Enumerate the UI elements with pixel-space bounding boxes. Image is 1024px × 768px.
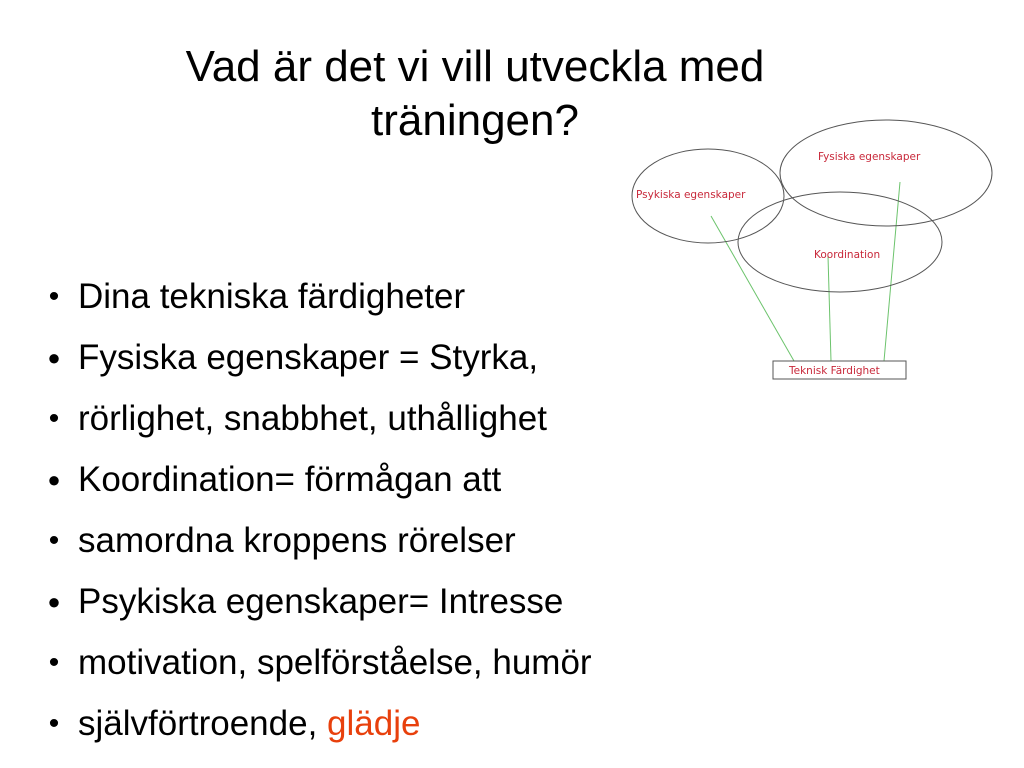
bullet-text: samordna kroppens rörelser — [78, 521, 516, 560]
circle-koordination — [738, 192, 942, 292]
bullet-text: Dina tekniska färdigheter — [78, 277, 466, 316]
label-fysiska: Fysiska egenskaper — [818, 151, 921, 163]
bullet-marker: • — [48, 280, 60, 313]
highlight-text: glädje — [327, 704, 421, 743]
title-line-2: träningen? — [371, 96, 579, 145]
bullet-item — [40, 632, 800, 693]
bullet-marker: • — [48, 707, 60, 740]
label-psykiska: Psykiska egenskaper — [636, 189, 746, 201]
bullet-item — [40, 693, 800, 754]
bullet-item — [40, 388, 800, 449]
label-teknisk: Teknisk Färdighet — [789, 365, 880, 377]
bullet-item — [40, 510, 800, 571]
bullet-marker: ● — [47, 589, 61, 614]
bullet-text: Koordination= förmågan att — [78, 460, 502, 499]
circle-fysiska — [780, 120, 992, 226]
label-koordination: Koordination — [814, 249, 881, 261]
bullet-text: självförtroende, — [78, 704, 328, 743]
connector-line — [828, 256, 831, 361]
title-line-1: Vad är det vi vill utveckla med — [185, 42, 765, 91]
bullet-marker: • — [48, 524, 60, 557]
bullet-marker: • — [48, 402, 60, 435]
venn-intersection — [738, 192, 942, 292]
connector-line — [884, 182, 900, 361]
bullet-marker: • — [48, 646, 60, 679]
bullet-text: Psykiska egenskaper= Intresse — [78, 582, 564, 621]
venn-diagram — [628, 118, 998, 388]
connector-line — [711, 216, 794, 361]
bullet-text: Fysiska egenskaper = Styrka, — [78, 338, 539, 377]
bullet-marker: ● — [47, 345, 61, 370]
bullet-marker: ● — [47, 467, 61, 492]
bullet-item — [40, 571, 800, 632]
bullet-text: motivation, spelförståelse, humör — [78, 643, 592, 682]
bullet-item — [40, 449, 800, 510]
bullet-text: rörlighet, snabbhet, uthållighet — [78, 399, 547, 438]
